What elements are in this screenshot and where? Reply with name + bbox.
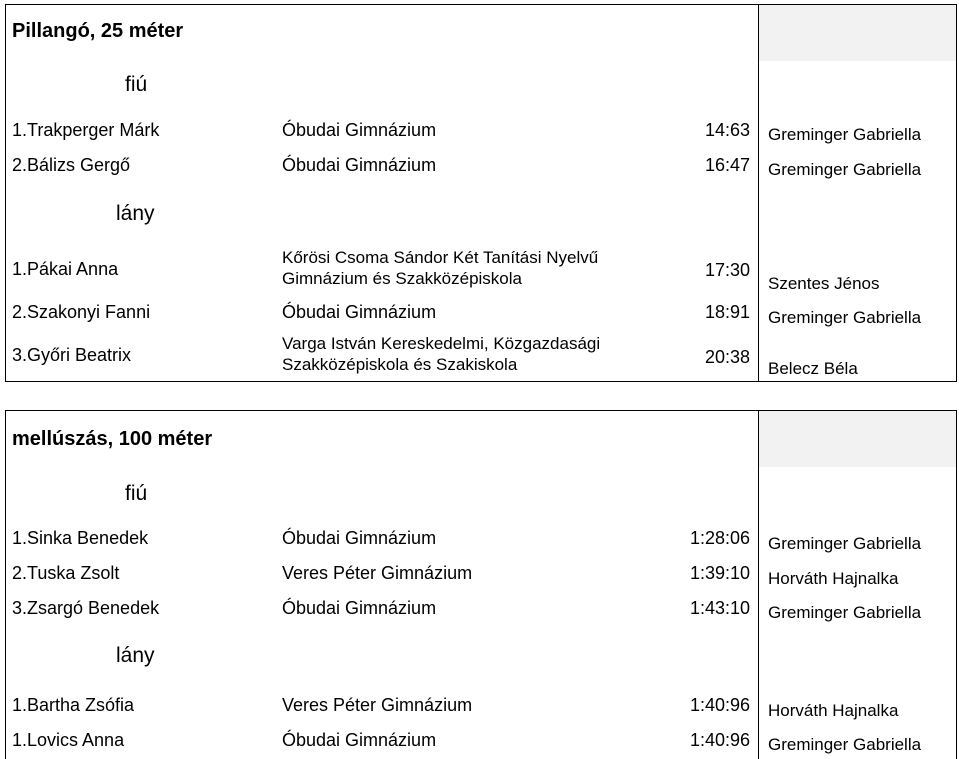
row-name: 3.Győri Beatrix xyxy=(12,345,132,365)
section-2-divider xyxy=(758,411,759,759)
row-time: 1:39:10 xyxy=(689,563,750,583)
row-time: 18:91 xyxy=(704,302,750,322)
row-time: 20:38 xyxy=(704,347,750,367)
row-school: Veres Péter Gimnázium xyxy=(282,563,473,583)
row-time: 17:30 xyxy=(704,260,750,280)
row-name: 2.Tuska Zsolt xyxy=(12,563,120,583)
section-1-side-panel xyxy=(758,5,956,61)
row-time: 16:47 xyxy=(704,155,750,175)
row-coach: Greminger Gabriella xyxy=(768,603,922,622)
row-name: 2.Bálizs Gergő xyxy=(12,155,131,175)
row-school: Veres Péter Gimnázium xyxy=(282,695,473,715)
row-school: Óbudai Gimnázium xyxy=(282,730,437,750)
row-name: 3.Zsargó Benedek xyxy=(12,598,160,618)
row-name: 1.Lovics Anna xyxy=(12,730,125,750)
row-school xyxy=(282,247,598,289)
row-coach: Belecz Béla xyxy=(768,359,858,378)
row-school-line: Szakközépiskola és Szakiskola xyxy=(282,355,518,374)
row-name: 1.Trakperger Márk xyxy=(12,120,160,140)
row-coach: Szentes Jénos xyxy=(768,274,880,293)
row-coach: Greminger Gabriella xyxy=(768,160,922,179)
section-2-title: mellúszás, 100 méter xyxy=(12,428,213,450)
row-time: 1:43:10 xyxy=(689,598,750,618)
row-school: Óbudai Gimnázium xyxy=(282,155,437,175)
row-school: Óbudai Gimnázium xyxy=(282,302,437,322)
section-1-group-boys-label: fiú xyxy=(125,73,148,96)
row-school xyxy=(282,333,600,375)
section-2-group-girls-label: lány xyxy=(116,644,155,667)
row-school: Óbudai Gimnázium xyxy=(282,528,437,548)
row-coach: Horváth Hajnalka xyxy=(768,569,899,588)
row-school: Óbudai Gimnázium xyxy=(282,120,437,140)
row-name: 1.Sinka Benedek xyxy=(12,528,149,548)
row-coach: Greminger Gabriella xyxy=(768,308,922,327)
row-coach: Horváth Hajnalka xyxy=(768,701,899,720)
row-school-line: Varga István Kereskedelmi, Közgazdasági xyxy=(282,334,601,353)
row-coach: Greminger Gabriella xyxy=(768,534,922,553)
row-school-line: Kőrösi Csoma Sándor Két Tanítási Nyelvű xyxy=(282,248,599,267)
section-1-divider xyxy=(758,5,759,381)
row-time: 1:40:96 xyxy=(689,695,750,715)
section-1-group-girls-label: lány xyxy=(116,202,155,225)
row-time: 1:40:96 xyxy=(689,730,750,750)
row-coach: Greminger Gabriella xyxy=(768,125,922,144)
row-time: 1:28:06 xyxy=(689,528,750,548)
section-2-side-panel xyxy=(758,411,956,467)
row-school: Óbudai Gimnázium xyxy=(282,598,437,618)
row-coach: Greminger Gabriella xyxy=(768,735,922,754)
row-name: 1.Pákai Anna xyxy=(12,259,119,279)
row-name: 1.Bartha Zsófia xyxy=(12,695,135,715)
section-2-group-boys-label: fiú xyxy=(125,482,148,505)
row-school-line: Gimnázium és Szakközépiskola xyxy=(282,269,522,288)
section-1-title: Pillangó, 25 méter xyxy=(12,20,184,42)
row-name: 2.Szakonyi Fanni xyxy=(12,302,151,322)
row-time: 14:63 xyxy=(704,120,750,140)
